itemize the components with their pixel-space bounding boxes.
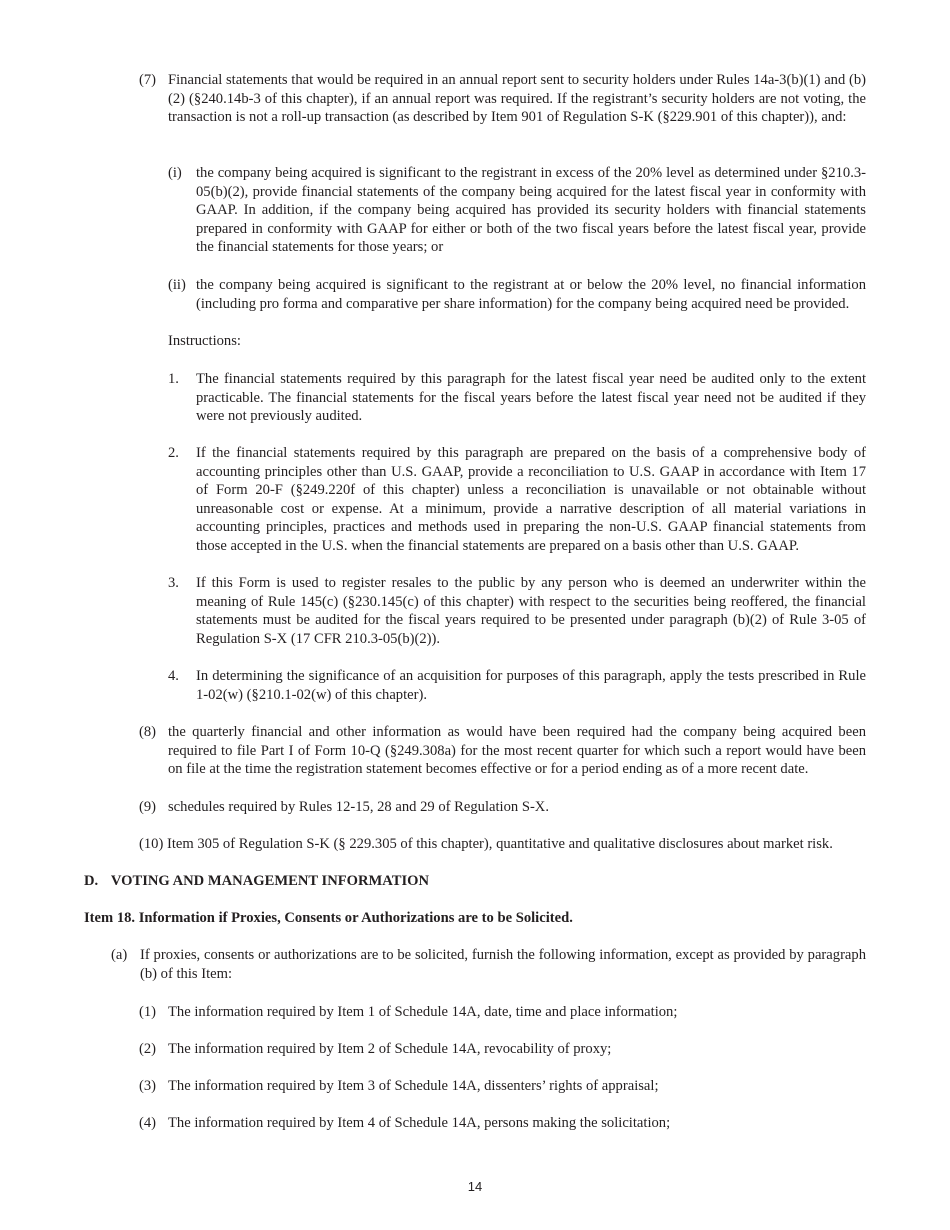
instruction-3 xyxy=(168,574,866,648)
instruction-2-text: If the financial statements required by this paragraph are prepared on the basis of a comprehensive body of accounting principles other than U.S. GAAP, provide a reconciliation to U.S. GAAP in accordance with Item 17 of Form 20-F (§249.220f of this chapter) unless a reconciliation is unavailable or not obtainable without unreasonable cost or expense. At a minimum, provide a narrative description of all material variations in accounting principles, practices and methods used in preparing the non-U.S. GAAP financial statements from those accepted in the U.S. when the financial statements are prepared on a basis other than U.S. GAAP. xyxy=(196,445,866,554)
item-18-sub-1-text: The information required by Item 1 of Schedule 14A, date, time and place information; xyxy=(168,1004,678,1020)
section-d-label: D. xyxy=(84,873,99,889)
item-18-a-label: (a) xyxy=(111,947,128,963)
instruction-2-label: 2. xyxy=(168,445,179,461)
section-d-heading xyxy=(84,872,429,891)
item-8-text: the quarterly financial and other information as would have been required had the company being acquired been required to file Part I of Form 10-Q (§249.308a) for the most recent quarter for which such a report would have been on file at the time the registration statement becomes effective or for a period ending as of a more recent date. xyxy=(168,724,866,778)
item-18-sub-1-label: (1) xyxy=(139,1004,157,1020)
instruction-4 xyxy=(168,667,866,704)
item-18-sub-2-label: (2) xyxy=(139,1041,157,1057)
item-18-sub-3 xyxy=(139,1077,866,1096)
item-7-sub-ii xyxy=(168,276,866,313)
item-9-label: (9) xyxy=(139,799,157,815)
instruction-3-text: If this Form is used to register resales to the public by any person who is deemed an underwriter within the meaning of Rule 145(c) (§230.145(c) of this chapter) with respect to the securities being reoffered, the financial statements must be audited for the fiscal years required to be presented under paragraph (b)(2) of Rule 3-05 of Regulation S-X (17 CFR 210.3-05(b)(2)). xyxy=(196,575,866,647)
instruction-3-label: 3. xyxy=(168,575,179,591)
item-18-sub-2 xyxy=(139,1040,866,1059)
item-7-label: (7) xyxy=(139,72,157,88)
instruction-4-label: 4. xyxy=(168,668,179,684)
page-number: 14 xyxy=(467,1179,483,1194)
item-8 xyxy=(139,723,866,779)
item-7 xyxy=(139,71,866,127)
item-10: (10) Item 305 of Regulation S-K (§ 229.305 of this chapter), quantitative and qualitative disclosures about market risk. xyxy=(139,836,833,852)
item-18-a xyxy=(111,946,866,983)
item-9 xyxy=(139,798,866,817)
instruction-2 xyxy=(168,444,866,556)
item-7-text: Financial statements that would be required in an annual report sent to security holders under Rules 14a-3(b)(1) and (b)(2) (§240.14b-3 of this chapter), if an annual report was required. If the registrant’s security holders are not voting, the transaction is not a roll-up transaction (as described by Item 901 of Regulation S-K (§229.901 of this chapter)), and: xyxy=(168,72,866,126)
item-18-heading: Item 18. Information if Proxies, Consents or Authorizations are to be Solicited. xyxy=(84,910,573,926)
instructions-heading: Instructions: xyxy=(168,333,241,349)
item-18-sub-4 xyxy=(139,1114,866,1133)
section-d-title: VOTING AND MANAGEMENT INFORMATION xyxy=(110,873,430,889)
item-7-sub-i-label: (i) xyxy=(168,165,182,181)
item-18-sub-1 xyxy=(139,1003,866,1022)
item-18-sub-3-label: (3) xyxy=(139,1078,157,1094)
item-7-sub-ii-text: the company being acquired is significant to the registrant at or below the 20% level, no financial information (including pro forma and comparative per share information) for the company being acquired need be provided. xyxy=(196,277,866,312)
item-9-text: schedules required by Rules 12-15, 28 and 29 of Regulation S-X. xyxy=(168,799,549,815)
instruction-1-text: The financial statements required by this paragraph for the latest fiscal year need be audited only to the extent practicable. The financial statements for the fiscal years before the latest fiscal year need not be audited if they were not previously audited. xyxy=(196,371,866,425)
item-8-label: (8) xyxy=(139,724,157,740)
instruction-4-text: In determining the significance of an acquisition for purposes of this paragraph, apply the tests prescribed in Rule 1-02(w) (§210.1-02(w) of this chapter). xyxy=(196,668,866,703)
instruction-1-label: 1. xyxy=(168,371,179,387)
item-18-a-text: If proxies, consents or authorizations are to be solicited, furnish the following information, except as provided by paragraph (b) of this Item: xyxy=(140,947,866,982)
item-18-sub-2-text: The information required by Item 2 of Schedule 14A, revocability of proxy; xyxy=(168,1041,612,1057)
instruction-1 xyxy=(168,370,866,426)
item-7-sub-ii-label: (ii) xyxy=(168,277,186,293)
item-18-sub-3-text: The information required by Item 3 of Schedule 14A, dissenters’ rights of appraisal; xyxy=(168,1078,659,1094)
item-7-sub-i-text: the company being acquired is significant to the registrant in excess of the 20% level as determined under §210.3-05(b)(2), provide financial statements of the company being acquired for the latest fiscal year in conformity with GAAP. In addition, if the company being acquired has provided its security holders with financial statements prepared in conformity with GAAP for either or both of the two fiscal years before the latest fiscal year, provide the financial statements for those years; or xyxy=(196,165,866,256)
item-18-sub-4-label: (4) xyxy=(139,1115,157,1131)
item-7-sub-i xyxy=(168,164,866,257)
item-18-sub-4-text: The information required by Item 4 of Schedule 14A, persons making the solicitation; xyxy=(168,1115,671,1131)
